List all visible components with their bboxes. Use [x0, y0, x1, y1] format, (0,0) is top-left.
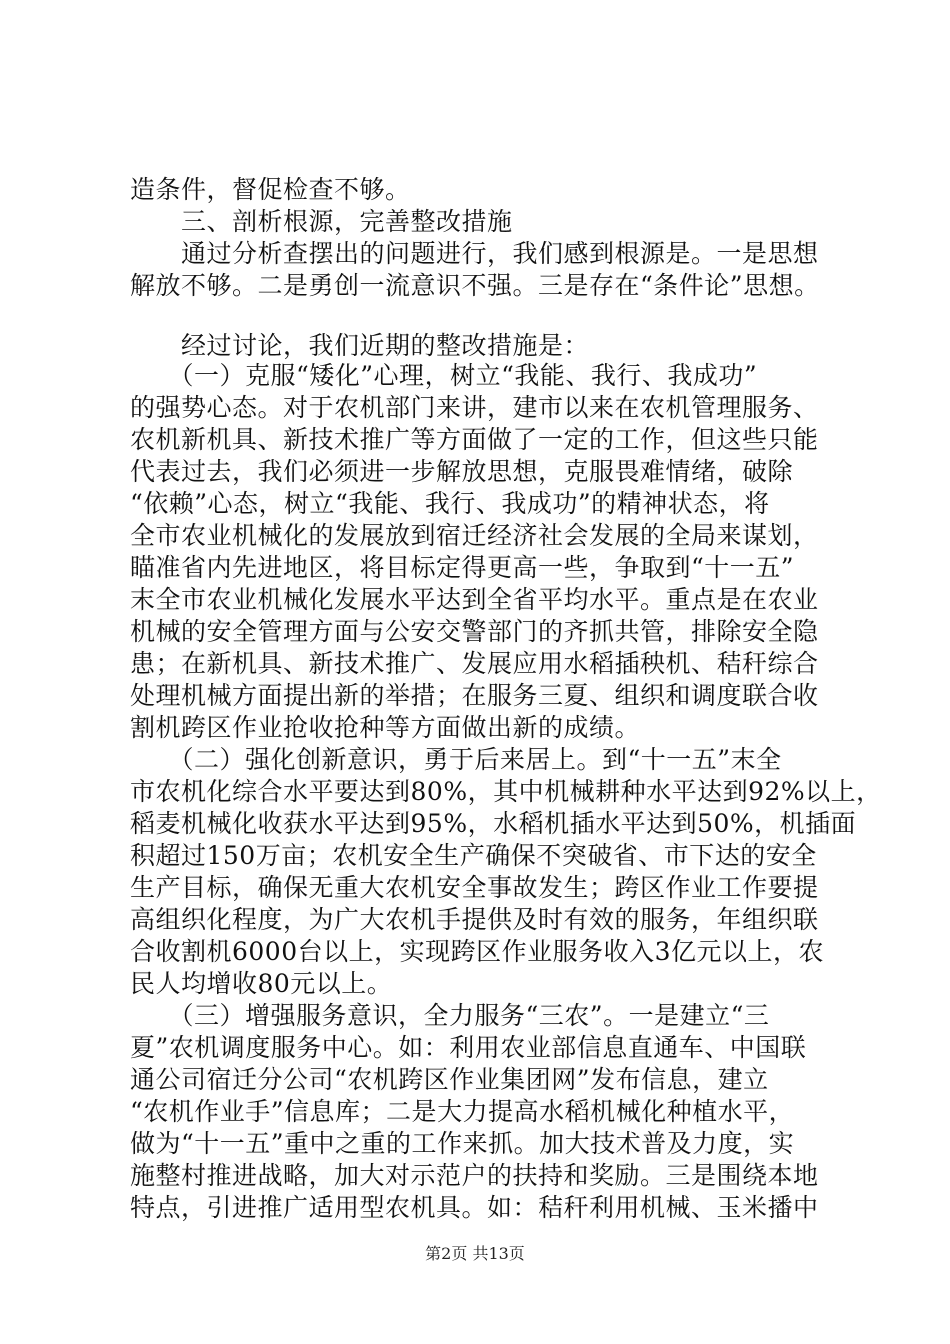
text-line: （一）克服“矮化”心理，树立“我能、我行、我成功”: [130, 361, 758, 390]
text-line: 经过讨论，我们近期的整改措施是：: [130, 331, 590, 360]
text-line: 民人均增收80元以上。: [130, 969, 393, 998]
text-line: 夏”农机调度服务中心。如：利用农业部信息直通车、中国联: [130, 1033, 807, 1062]
text-line: 通过分析查摆出的问题进行，我们感到根源是。一是思想: [130, 239, 819, 268]
text-line: “农机作业手”信息库；二是大力提高水稻机械化种植水平，: [130, 1097, 795, 1126]
text-line: 患；在新机具、新技术推广、发展应用水稻插秧机、秸秆综合: [130, 649, 819, 678]
text-line: 造条件，督促检查不够。: [130, 175, 411, 204]
text-line: 特点，引进推广适用型农机具。如：秸秆利用机械、玉米播中: [130, 1193, 819, 1222]
page-number-footer: 第2页 共13页: [425, 1244, 525, 1263]
text-line: 瞄准省内先进地区，将目标定得更高一些，争取到“十一五”: [130, 553, 795, 582]
text-line: （三）增强服务意识，全力服务“三农”。一是建立“三: [130, 1001, 770, 1030]
text-line: 割机跨区作业抢收抢种等方面做出新的成绩。: [130, 713, 641, 742]
text-line: 农机新机具、新技术推广等方面做了一定的工作，但这些只能: [130, 425, 819, 454]
text-line: 代表过去，我们必须进一步解放思想，克服畏难情绪，破除: [130, 457, 794, 486]
text-line: 做为“十一五”重中之重的工作来抓。加大技术普及力度，实: [130, 1129, 795, 1158]
text-line: 通公司宿迁分公司“农机跨区作业集团网”发布信息，建立: [130, 1065, 769, 1094]
text-line: 合收割机6000台以上，实现跨区作业服务收入3亿元以上，农: [130, 937, 825, 966]
text-line: 全市农业机械化的发展放到宿迁经济社会发展的全局来谋划，: [130, 521, 819, 550]
text-line: 机械的安全管理方面与公安交警部门的齐抓共管，排除安全隐: [130, 617, 819, 646]
text-line: 高组织化程度，为广大农机手提供及时有效的服务，年组织联: [130, 905, 819, 934]
text-line: 市农机化综合水平要达到80%，其中机械耕种水平达到92%以上，: [130, 777, 882, 806]
text-line: 积超过150万亩；农机安全生产确保不突破省、市下达的安全: [130, 841, 817, 870]
text-line: 稻麦机械化收获水平达到95%，水稻机插水平达到50%，机插面: [130, 809, 857, 838]
text-line: 处理机械方面提出新的举措；在服务三夏、组织和调度联合收: [130, 681, 819, 710]
text-line: “依赖”心态，树立“我能、我行、我成功”的精神状态，将: [130, 489, 770, 518]
text-line: 解放不够。二是勇创一流意识不强。三是存在“条件论”思想。: [130, 271, 820, 300]
section-heading: 三、剖析根源，完善整改措施: [130, 207, 513, 236]
text-line: （二）强化创新意识，勇于后来居上。到“十一五”末全: [130, 745, 782, 774]
text-line: 末全市农业机械化发展水平达到全省平均水平。重点是在农业: [130, 585, 819, 614]
text-line: 施整村推进战略，加大对示范户的扶持和奖励。三是围绕本地: [130, 1161, 819, 1190]
text-line: 的强势心态。对于农机部门来讲，建市以来在农机管理服务、: [130, 393, 819, 422]
text-line: 生产目标，确保无重大农机安全事故发生；跨区作业工作要提: [130, 873, 819, 902]
